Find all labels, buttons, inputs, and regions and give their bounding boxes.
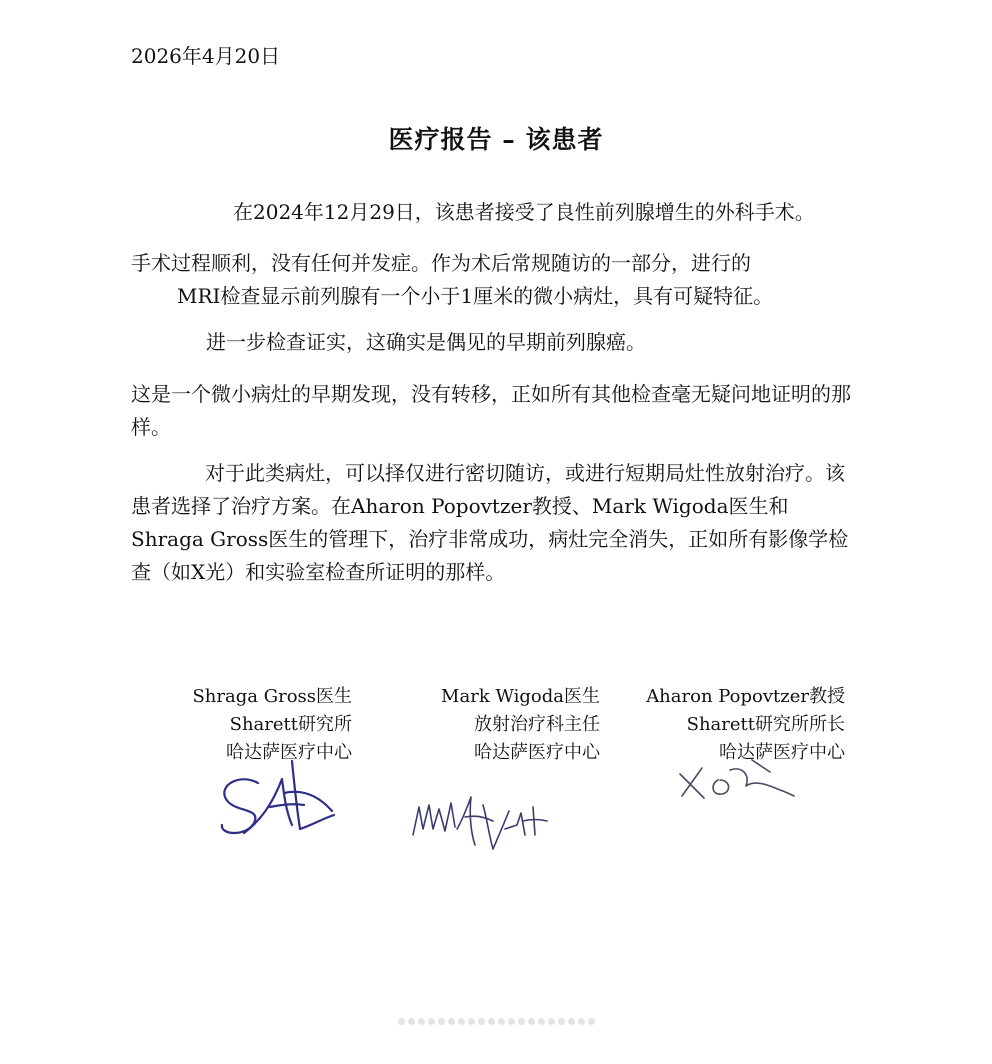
signatory-org: 哈达萨医疗中心 — [719, 742, 845, 763]
signatory-block-wigoda — [410, 683, 600, 767]
signatory-org: 哈达萨医疗中心 — [226, 742, 352, 763]
paragraph-followup — [131, 247, 856, 313]
signatory-name: Aharon Popovtzer教授 — [646, 686, 845, 707]
paragraph-diagnosis: 进一步检查证实，这确实是偶见的早期前列腺癌。 — [206, 330, 646, 354]
paragraph-treatment: 对于此类病灶，可以择仅进行密切随访，或进行短期局灶性放射治疗。该患者选择了治疗方案。在Aharon Popovtzer教授、Mark Wigoda医生和Shraga Gross医生的管理下，治疗非常成功，病灶完全消失，正如所有影像学检查（如X光）和实验室检查所证明的那样。 — [131, 461, 849, 584]
signatory-role: Sharett研究所 — [229, 714, 352, 735]
signature-gross — [200, 755, 350, 845]
report-title: 医疗报告 – 该患者 — [388, 125, 604, 154]
signatory-role: Sharett研究所所长 — [686, 714, 845, 735]
signature-popovtzer — [670, 750, 800, 810]
report-date: 2026年4月20日 — [131, 44, 281, 68]
paragraph-early-detection: 这是一个微小病灶的早期发现，没有转移，正如所有其他检查毫无疑问地证明的那样。 — [131, 382, 851, 439]
paragraph-surgery: 在2024年12月29日，该患者接受了良性前列腺增生的外科手术。 — [233, 200, 815, 224]
signatory-name: Mark Wigoda医生 — [441, 686, 600, 707]
signatory-org: 哈达萨医疗中心 — [474, 742, 600, 763]
paragraph-followup-line-2: MRI检查显示前列腺有一个小于1厘米的微小病灶，具有可疑特征。 — [177, 284, 774, 308]
paragraph-followup-line-1: 手术过程顺利，没有任何并发症。作为术后常规随访的一部分，进行的 — [131, 251, 751, 275]
signature-wigoda — [405, 785, 565, 865]
footer-dots-decoration — [398, 1014, 595, 1028]
signatory-role: 放射治疗科主任 — [474, 714, 600, 735]
signatory-name: Shraga Gross医生 — [192, 686, 352, 707]
